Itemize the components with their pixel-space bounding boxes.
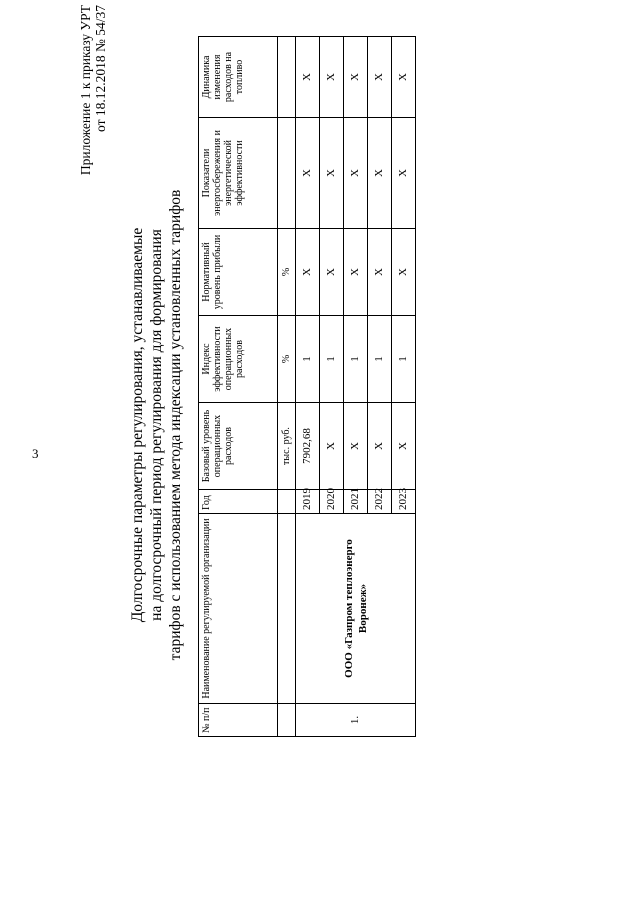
cell-energy: X	[368, 118, 392, 229]
cell-energy: X	[392, 118, 416, 229]
units-energy	[278, 118, 296, 229]
units-profit: %	[278, 229, 296, 316]
cell-fuel: X	[296, 37, 320, 118]
cell-fuel: X	[320, 37, 344, 118]
cell-year: 2020	[320, 490, 344, 514]
header-profit: Нормативный уровень прибыли	[199, 229, 278, 316]
cell-year: 2019	[296, 490, 320, 514]
cell-base: 7902,68	[296, 403, 320, 490]
page-number: 3	[32, 446, 39, 461]
cell-profit: X	[320, 229, 344, 316]
units-row	[278, 37, 296, 737]
table-row	[296, 37, 320, 737]
units-base: тыс. руб.	[278, 403, 296, 490]
cell-index: 1	[320, 316, 344, 403]
units-fuel	[278, 37, 296, 118]
cell-year: 2021	[344, 490, 368, 514]
cell-index: 1	[296, 316, 320, 403]
cell-year: 2023	[392, 490, 416, 514]
parameters-table	[198, 36, 416, 737]
header-base: Базовый уровень операционных расходов	[199, 403, 278, 490]
cell-fuel: X	[392, 37, 416, 118]
cell-energy: X	[296, 118, 320, 229]
cell-index: 1	[392, 316, 416, 403]
header-org: Наименование регулируемой организации	[199, 514, 278, 704]
organization-name: ООО «Газпром теплоэнерго Воронеж»	[296, 514, 416, 704]
header-fuel: Динамика изменения расходов на топливо	[199, 37, 278, 118]
cell-profit: X	[392, 229, 416, 316]
cell-base: X	[368, 403, 392, 490]
units-org	[278, 514, 296, 704]
appendix-reference	[78, 5, 108, 205]
cell-base: X	[392, 403, 416, 490]
cell-energy: X	[344, 118, 368, 229]
cell-fuel: X	[344, 37, 368, 118]
units-year	[278, 490, 296, 514]
appendix-line-2: от 18.12.2018 № 54/37	[93, 5, 108, 132]
document-title	[128, 75, 185, 775]
header-energy: Показатели энергосбережения и энергетической эффективности	[199, 118, 278, 229]
title-line-3: тарифов с использованием метода индексации установленных тарифов	[167, 189, 184, 661]
header-row	[199, 37, 278, 737]
cell-base: X	[320, 403, 344, 490]
cell-index: 1	[344, 316, 368, 403]
cell-profit: X	[296, 229, 320, 316]
header-index: Индекс эффективности операционных расходов	[199, 316, 278, 403]
units-index: %	[278, 316, 296, 403]
cell-year: 2022	[368, 490, 392, 514]
header-year: Год	[199, 490, 278, 514]
units-num	[278, 704, 296, 737]
cell-fuel: X	[368, 37, 392, 118]
cell-base: X	[344, 403, 368, 490]
header-num: № п/п	[199, 704, 278, 737]
cell-profit: X	[344, 229, 368, 316]
title-line-1: Долгосрочные параметры регулирования, устанавливаемые	[129, 227, 146, 623]
title-line-2: на долгосрочный период регулирования для формирования	[148, 229, 165, 621]
cell-profit: X	[368, 229, 392, 316]
cell-index: 1	[368, 316, 392, 403]
row-number: 1.	[296, 704, 416, 737]
appendix-line-1: Приложение 1 к приказу УРТ	[78, 5, 93, 176]
cell-energy: X	[320, 118, 344, 229]
